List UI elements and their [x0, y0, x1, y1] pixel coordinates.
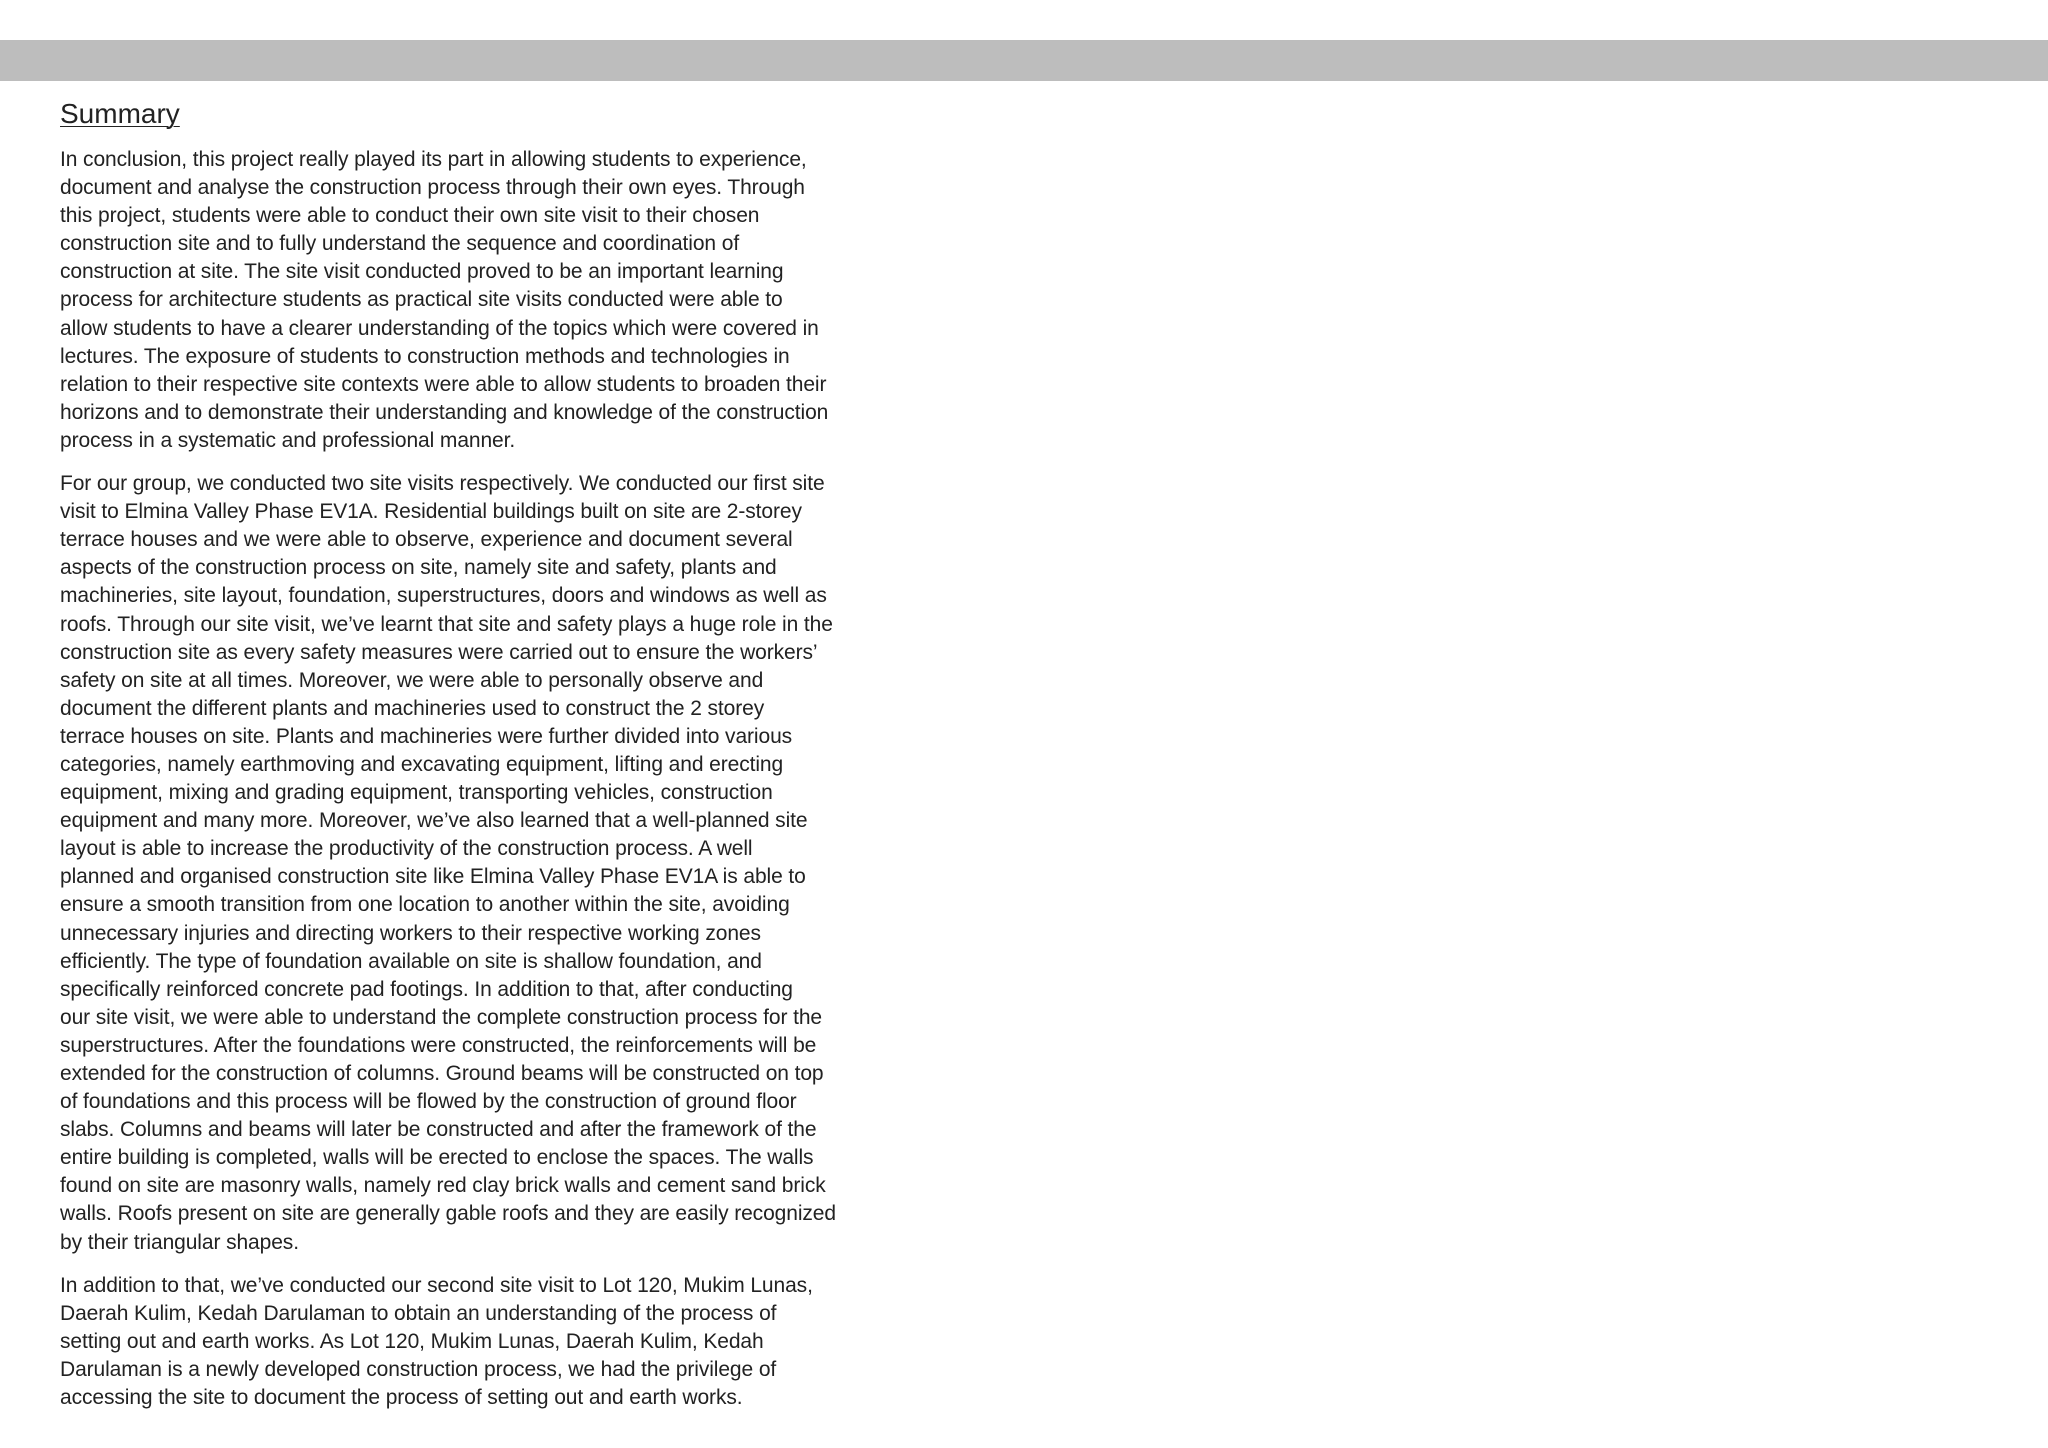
text-line: equipment and many more. Moreover, we’ve also learned that a well-planned site: [60, 809, 808, 833]
text-line: construction at site. The site visit conducted proved to be an important learning: [60, 260, 784, 284]
text-line: document the different plants and machineries used to construct the 2 storey: [60, 696, 765, 720]
text-line: process for architecture students as practical site visits conducted were able to: [60, 288, 783, 312]
text-line: For our group, we conducted two site visits respectively. We conducted our first site: [60, 472, 825, 496]
text-line: construction site and to fully understand the sequence and coordination of: [60, 232, 740, 256]
paragraph-3: [60, 1272, 940, 1412]
text-line: our site visit, we were able to understand the complete construction process for the: [60, 1005, 822, 1029]
text-line: found on site are masonry walls, namely red clay brick walls and cement sand brick: [60, 1174, 826, 1198]
text-line: categories, namely earthmoving and excavating equipment, lifting and erecting: [60, 752, 784, 776]
paragraph-2: [60, 470, 940, 1257]
text-line: Darulaman is a newly developed construction process, we had the privilege of: [60, 1357, 777, 1381]
text-line: lectures. The exposure of students to construction methods and technologies in: [60, 344, 790, 368]
text-line: extended for the construction of columns. Ground beams will be constructed on top: [60, 1062, 824, 1085]
text-line: In conclusion, this project really played its part in allowing students to experience,: [60, 148, 807, 171]
text-line: entire building is completed, walls will be erected to enclose the spaces. The walls: [60, 1146, 814, 1170]
text-line: In addition to that, we’ve conducted our second site visit to Lot 120, Mukim Lunas,: [60, 1273, 813, 1297]
text-line: horizons and to demonstrate their understanding and knowledge of the construction: [60, 400, 829, 424]
text-line: construction site as every safety measures were carried out to ensure the workers’: [60, 640, 818, 664]
text-line: setting out and earth works. As Lot 120, Mukim Lunas, Daerah Kulim, Kedah: [60, 1329, 764, 1353]
text-line: visit to Elmina Valley Phase EV1A. Residential buildings built on site are 2-storey: [60, 500, 802, 524]
text-line: process in a systematic and professional manner.: [60, 428, 516, 452]
body-text: [60, 146, 940, 1412]
text-line: slabs. Columns and beams will later be constructed and after the framework of the: [60, 1118, 817, 1142]
text-line: aspects of the construction process on site, namely site and safety, plants and: [60, 556, 777, 580]
text-line: superstructures. After the foundations were constructed, the reinforcements will be: [60, 1033, 817, 1057]
text-line: equipment, mixing and grading equipment, transporting vehicles, construction: [60, 781, 773, 805]
text-line: specifically reinforced concrete pad footings. In addition to that, after conducting: [60, 977, 793, 1001]
text-line: machineries, site layout, foundation, superstructures, doors and windows as well as: [60, 584, 827, 608]
text-line: relation to their respective site contexts were able to allow students to broaden their: [60, 372, 827, 396]
text-line: efficiently. The type of foundation available on site is shallow foundation, and: [60, 949, 762, 973]
text-line: unnecessary injuries and directing workers to their respective working zones: [60, 921, 761, 945]
text-line: by their triangular shapes.: [60, 1230, 299, 1254]
text-line: layout is able to increase the productivity of the construction process. A well: [60, 837, 753, 861]
text-line: terrace houses and we were able to observe, experience and document several: [60, 528, 793, 552]
summary-section: [60, 96, 940, 1427]
text-line: walls. Roofs present on site are generally gable roofs and they are easily recognized: [60, 1202, 836, 1226]
text-line: safety on site at all times. Moreover, we were able to personally observe and: [60, 668, 764, 692]
text-line: Daerah Kulim, Kedah Darulaman to obtain an understanding of the process of: [60, 1301, 777, 1325]
text-line: document and analyse the construction process through their own eyes. Through: [60, 176, 805, 200]
paragraph-1: [60, 146, 940, 455]
text-line: allow students to have a clearer understanding of the topics which were covered in: [60, 316, 819, 340]
text-line: this project, students were able to conduct their own site visit to their chosen: [60, 204, 760, 228]
header-band: [0, 40, 2048, 81]
text-line: accessing the site to document the process of setting out and earth works.: [60, 1386, 743, 1410]
section-heading: Summary: [60, 98, 180, 129]
text-line: terrace houses on site. Plants and machineries were further divided into various: [60, 724, 793, 748]
text-line: of foundations and this process will be flowed by the construction of ground floor: [60, 1090, 797, 1114]
text-line: ensure a smooth transition from one location to another within the site, avoiding: [60, 893, 790, 917]
text-line: roofs. Through our site visit, we’ve learnt that site and safety plays a huge role in the: [60, 612, 833, 636]
text-line: planned and organised construction site like Elmina Valley Phase EV1A is able to: [60, 865, 806, 889]
